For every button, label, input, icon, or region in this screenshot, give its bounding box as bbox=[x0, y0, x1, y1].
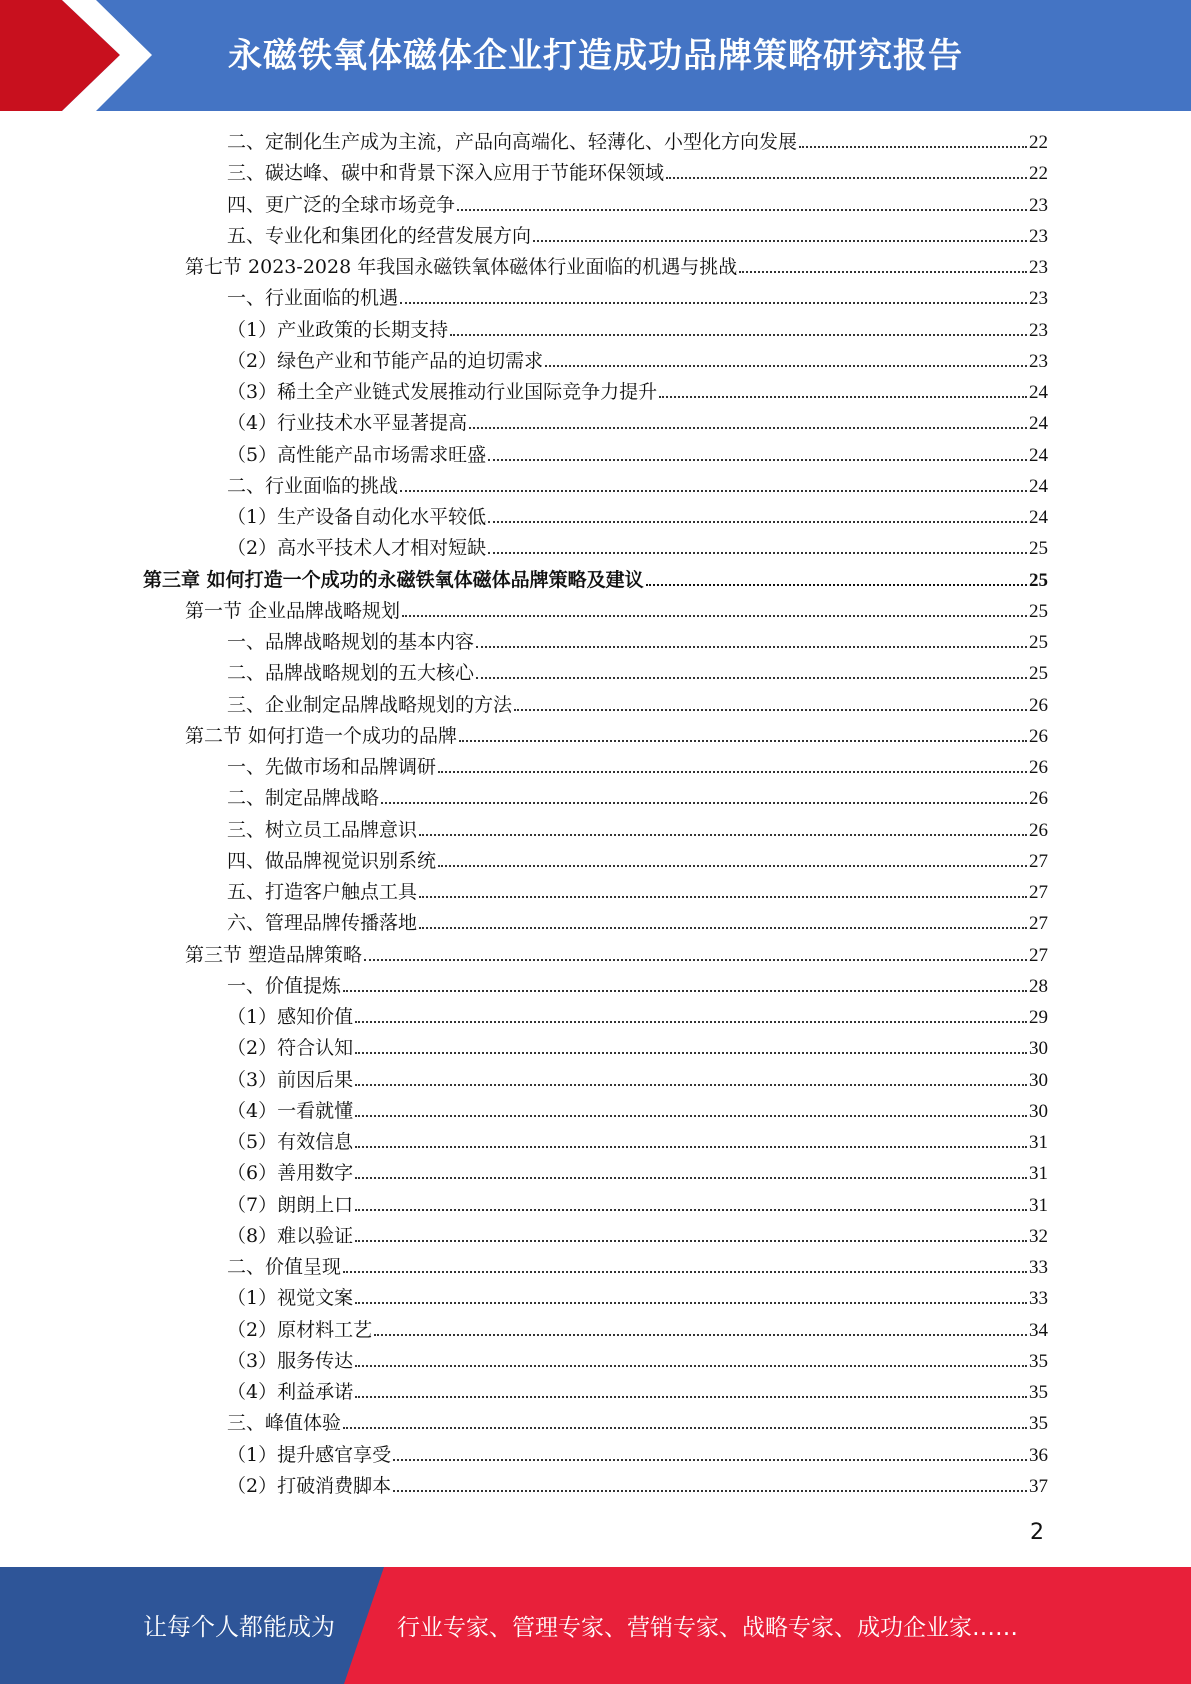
toc-entry[interactable] bbox=[227, 1190, 1048, 1221]
toc-entry-page: 30 bbox=[1029, 1069, 1048, 1091]
toc-entry-page: 26 bbox=[1029, 694, 1048, 716]
toc-entry[interactable] bbox=[227, 971, 1048, 1002]
toc-entry-label: （6）善用数字 bbox=[227, 1162, 354, 1185]
toc-entry-label: 三、企业制定品牌战略规划的方法 bbox=[227, 693, 513, 716]
toc-entry-page: 26 bbox=[1029, 757, 1048, 778]
toc-entry-page: 33 bbox=[1029, 1288, 1048, 1310]
toc-leader-dots bbox=[402, 615, 1027, 617]
page-footer bbox=[0, 1567, 1191, 1684]
toc-leader-dots bbox=[355, 1302, 1027, 1304]
toc-entry-label: 一、行业面临的机遇 bbox=[227, 287, 399, 310]
toc-leader-dots bbox=[355, 1240, 1027, 1242]
toc-entry[interactable] bbox=[227, 1127, 1048, 1158]
toc-leader-dots bbox=[381, 802, 1027, 804]
toc-entry[interactable] bbox=[227, 1096, 1048, 1127]
toc-entry-page: 23 bbox=[1029, 288, 1048, 310]
toc-entry-label: 二、制定品牌战略 bbox=[227, 787, 380, 810]
toc-leader-dots bbox=[419, 896, 1027, 898]
toc-entry[interactable] bbox=[227, 377, 1048, 408]
toc-entry-label: 二、定制化生产成为主流，产品向高端化、轻薄化、小型化方向发展 bbox=[227, 131, 798, 153]
toc-leader-dots bbox=[545, 365, 1027, 367]
toc-entry-page: 27 bbox=[1029, 882, 1048, 903]
toc-entry-page: 25 bbox=[1029, 632, 1048, 653]
toc-entry-label: （4）一看就懂 bbox=[227, 1099, 354, 1122]
toc-leader-dots bbox=[355, 1021, 1027, 1023]
toc-entry-page: 22 bbox=[1029, 132, 1048, 153]
toc-entry[interactable] bbox=[227, 752, 1048, 783]
document-title: 永磁铁氧体磁体企业打造成功品牌策略研究报告 bbox=[228, 36, 963, 76]
toc-entry[interactable] bbox=[227, 877, 1048, 908]
toc-entry[interactable] bbox=[185, 252, 1048, 283]
toc-entry-label: （2）符合认知 bbox=[227, 1037, 354, 1060]
toc-entry-page: 23 bbox=[1029, 350, 1048, 372]
toc-entry-label: （3）前因后果 bbox=[227, 1068, 354, 1091]
toc-entry[interactable] bbox=[227, 783, 1048, 814]
toc-entry-label: 第一节 企业品牌战略规划 bbox=[185, 599, 401, 622]
toc-entry[interactable] bbox=[227, 658, 1048, 689]
toc-entry-page: 25 bbox=[1029, 569, 1048, 591]
toc-entry-label: 二、行业面临的挑战 bbox=[227, 474, 399, 497]
page-header bbox=[0, 0, 1191, 111]
toc-leader-dots bbox=[393, 1490, 1027, 1492]
toc-entry-page: 28 bbox=[1029, 975, 1048, 997]
toc-entry[interactable] bbox=[227, 190, 1048, 221]
toc-entry-label: （1）视觉文案 bbox=[227, 1287, 354, 1310]
toc-leader-dots bbox=[457, 209, 1027, 211]
toc-entry-label: 一、先做市场和品牌调研 bbox=[227, 756, 437, 778]
footer-slogan-right: 行业专家、管理专家、营销专家、战略专家、成功企业家…… bbox=[397, 1615, 1018, 1641]
toc-entry[interactable] bbox=[143, 565, 1048, 596]
toc-leader-dots bbox=[419, 834, 1027, 836]
toc-entry-label: （8）难以验证 bbox=[227, 1224, 354, 1247]
toc-entry-label: （4）利益承诺 bbox=[227, 1381, 354, 1403]
toc-leader-dots bbox=[355, 1052, 1027, 1054]
toc-leader-dots bbox=[488, 521, 1027, 523]
toc-entry-label: 第三章 如何打造一个成功的永磁铁氧体磁体品牌策略及建议 bbox=[143, 568, 644, 591]
toc-entry[interactable] bbox=[227, 315, 1048, 346]
toc-entry[interactable] bbox=[185, 721, 1048, 752]
toc-entry[interactable] bbox=[227, 815, 1048, 846]
toc-entry-page: 34 bbox=[1029, 1319, 1048, 1341]
page-number: 2 bbox=[1030, 1520, 1044, 1545]
toc-leader-dots bbox=[355, 1115, 1027, 1117]
toc-entry-label: 三、树立员工品牌意识 bbox=[227, 818, 418, 841]
toc-entry[interactable] bbox=[227, 471, 1048, 502]
footer-slogan-left: 让每个人都能成为 bbox=[143, 1613, 335, 1641]
toc-entry-page: 25 bbox=[1029, 538, 1048, 560]
toc-entry-label: （2）高水平技术人才相对短缺 bbox=[227, 537, 487, 560]
toc-entry-page: 22 bbox=[1029, 163, 1048, 185]
toc-entry-label: 一、价值提炼 bbox=[227, 974, 342, 997]
toc-entry[interactable] bbox=[227, 1033, 1048, 1064]
toc-leader-dots bbox=[799, 146, 1027, 148]
toc-entry-page: 27 bbox=[1029, 850, 1048, 872]
toc-entry[interactable] bbox=[227, 1221, 1048, 1252]
toc-leader-dots bbox=[646, 584, 1027, 586]
toc-leader-dots bbox=[533, 240, 1027, 242]
toc-entry[interactable] bbox=[227, 690, 1048, 721]
toc-leader-dots bbox=[450, 334, 1027, 336]
toc-entry-label: （3）服务传达 bbox=[227, 1349, 354, 1372]
toc-entry[interactable] bbox=[227, 1377, 1048, 1408]
toc-entry[interactable] bbox=[227, 533, 1048, 564]
toc-entry-page: 27 bbox=[1029, 913, 1048, 935]
toc-entry-label: 一、品牌战略规划的基本内容 bbox=[227, 631, 475, 653]
toc-entry-page: 26 bbox=[1029, 819, 1048, 841]
toc-leader-dots bbox=[659, 396, 1027, 398]
toc-entry-page: 31 bbox=[1029, 1132, 1048, 1153]
toc-entry-page: 35 bbox=[1029, 1350, 1048, 1372]
toc-entry-page: 24 bbox=[1029, 413, 1048, 435]
toc-entry[interactable] bbox=[227, 408, 1048, 439]
toc-entry-page: 35 bbox=[1029, 1413, 1048, 1435]
toc-entry-page: 23 bbox=[1029, 225, 1048, 247]
toc-entry-label: 三、碳达峰、碳中和背景下深入应用于节能环保领域 bbox=[227, 162, 665, 185]
toc-leader-dots bbox=[355, 1146, 1027, 1148]
toc-leader-dots bbox=[355, 1084, 1027, 1086]
toc-entry[interactable] bbox=[227, 1283, 1048, 1314]
toc-leader-dots bbox=[343, 1271, 1027, 1273]
toc-leader-dots bbox=[400, 302, 1027, 304]
toc-entry-label: （4）行业技术水平显著提高 bbox=[227, 412, 468, 435]
toc-entry-label: 二、价值呈现 bbox=[227, 1256, 342, 1278]
toc-leader-dots bbox=[514, 709, 1027, 711]
toc-entry-label: （1）感知价值 bbox=[227, 1006, 354, 1028]
toc-entry-page: 26 bbox=[1029, 788, 1048, 810]
toc-leader-dots bbox=[355, 1365, 1027, 1367]
toc-entry[interactable] bbox=[227, 221, 1048, 252]
toc-entry[interactable] bbox=[227, 1346, 1048, 1377]
toc-entry-label: （1）提升感官享受 bbox=[227, 1443, 392, 1466]
toc-entry[interactable] bbox=[227, 1440, 1048, 1471]
toc-entry-label: （5）高性能产品市场需求旺盛 bbox=[227, 443, 487, 466]
toc-entry[interactable] bbox=[227, 1315, 1048, 1346]
toc-entry-label: 第三节 塑造品牌策略 bbox=[185, 943, 363, 966]
toc-leader-dots bbox=[666, 177, 1027, 179]
toc-entry[interactable] bbox=[185, 596, 1048, 627]
toc-entry[interactable] bbox=[227, 627, 1048, 658]
toc-entry-label: 五、打造客户触点工具 bbox=[227, 881, 418, 903]
toc-entry-page: 24 bbox=[1029, 507, 1048, 528]
toc-entry-label: 四、更广泛的全球市场竞争 bbox=[227, 193, 456, 216]
toc-entry[interactable] bbox=[227, 908, 1048, 939]
toc-leader-dots bbox=[488, 552, 1027, 554]
toc-leader-dots bbox=[355, 1396, 1027, 1398]
toc-entry-page: 30 bbox=[1029, 1100, 1048, 1122]
toc-leader-dots bbox=[469, 427, 1027, 429]
toc-entry-page: 33 bbox=[1029, 1257, 1048, 1278]
toc-entry[interactable] bbox=[227, 1065, 1048, 1096]
toc-entry-label: 三、峰值体验 bbox=[227, 1412, 342, 1435]
toc-entry-page: 24 bbox=[1029, 382, 1048, 403]
toc-leader-dots bbox=[400, 490, 1027, 492]
toc-entry-page: 24 bbox=[1029, 444, 1048, 466]
toc-entry-page: 23 bbox=[1029, 319, 1048, 341]
toc-leader-dots bbox=[355, 1209, 1027, 1211]
toc-entry-page: 29 bbox=[1029, 1007, 1048, 1028]
toc-entry[interactable] bbox=[227, 1252, 1048, 1283]
toc-leader-dots bbox=[343, 1427, 1027, 1429]
toc-leader-dots bbox=[364, 959, 1027, 961]
toc-entry[interactable] bbox=[227, 346, 1048, 377]
toc-entry[interactable] bbox=[185, 940, 1048, 971]
toc-leader-dots bbox=[476, 646, 1027, 648]
toc-entry[interactable] bbox=[227, 158, 1048, 189]
toc-entry[interactable] bbox=[227, 1471, 1048, 1502]
toc-entry-label: 第二节 如何打造一个成功的品牌 bbox=[185, 724, 458, 747]
toc-leader-dots bbox=[438, 865, 1027, 867]
toc-entry-label: 二、品牌战略规划的五大核心 bbox=[227, 662, 475, 685]
toc-entry[interactable] bbox=[227, 846, 1048, 877]
toc-entry-page: 23 bbox=[1029, 194, 1048, 216]
toc-leader-dots bbox=[374, 1334, 1027, 1336]
toc-entry-label: 第七节 2023-2028 年我国永磁铁氧体磁体行业面临的机遇与挑战 bbox=[185, 256, 738, 278]
toc-entry-page: 24 bbox=[1029, 475, 1048, 497]
toc-entry-label: （5）有效信息 bbox=[227, 1131, 354, 1153]
toc-entry-label: （2）原材料工艺 bbox=[227, 1318, 373, 1341]
toc-entry-label: （1）生产设备自动化水平较低 bbox=[227, 506, 487, 528]
toc-entry[interactable] bbox=[227, 283, 1048, 314]
toc-leader-dots bbox=[393, 1459, 1027, 1461]
toc-entry-label: （2）绿色产业和节能产品的迫切需求 bbox=[227, 349, 544, 372]
toc-entry-page: 35 bbox=[1029, 1382, 1048, 1403]
toc-entry[interactable] bbox=[227, 440, 1048, 471]
toc-entry-page: 36 bbox=[1029, 1444, 1048, 1466]
toc-entry-label: （1）产业政策的长期支持 bbox=[227, 318, 449, 341]
toc-entry-label: 六、管理品牌传播落地 bbox=[227, 912, 418, 935]
toc-leader-dots bbox=[739, 271, 1027, 273]
toc-leader-dots bbox=[459, 740, 1027, 742]
toc-entry-page: 25 bbox=[1029, 663, 1048, 685]
toc-entry-label: （3）稀土全产业链式发展推动行业国际竞争力提升 bbox=[227, 381, 658, 403]
toc-leader-dots bbox=[419, 927, 1027, 929]
toc-entry-page: 31 bbox=[1029, 1163, 1048, 1185]
toc-entry-page: 37 bbox=[1029, 1475, 1048, 1497]
toc-leader-dots bbox=[343, 990, 1027, 992]
toc-leader-dots bbox=[488, 459, 1027, 461]
toc-entry-page: 23 bbox=[1029, 257, 1048, 278]
toc-entry-label: （7）朗朗上口 bbox=[227, 1193, 354, 1216]
toc-leader-dots bbox=[476, 677, 1027, 679]
toc-entry-page: 31 bbox=[1029, 1194, 1048, 1216]
toc-leader-dots bbox=[438, 771, 1027, 773]
toc-entry-page: 26 bbox=[1029, 725, 1048, 747]
toc-entry-page: 25 bbox=[1029, 600, 1048, 622]
toc-leader-dots bbox=[355, 1177, 1027, 1179]
toc-entry[interactable] bbox=[227, 1408, 1048, 1439]
toc-entry[interactable] bbox=[227, 127, 1048, 158]
toc-entry[interactable] bbox=[227, 1002, 1048, 1033]
toc-entry[interactable] bbox=[227, 502, 1048, 533]
toc-entry-page: 32 bbox=[1029, 1225, 1048, 1247]
toc-entry-page: 30 bbox=[1029, 1038, 1048, 1060]
toc-entry[interactable] bbox=[227, 1158, 1048, 1189]
toc-entry-label: 四、做品牌视觉识别系统 bbox=[227, 849, 437, 872]
toc-entry-page: 27 bbox=[1029, 944, 1048, 966]
toc-entry-label: （2）打破消费脚本 bbox=[227, 1474, 392, 1497]
toc-entry-label: 五、专业化和集团化的经营发展方向 bbox=[227, 224, 532, 247]
